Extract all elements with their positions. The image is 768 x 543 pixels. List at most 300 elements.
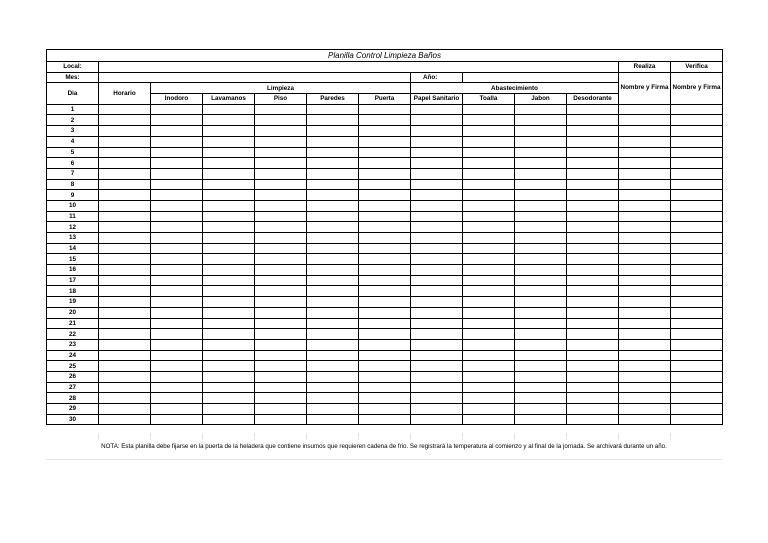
entry-cell[interactable] xyxy=(411,254,463,265)
entry-cell[interactable] xyxy=(307,168,359,179)
entry-cell[interactable] xyxy=(671,168,723,179)
entry-cell[interactable] xyxy=(619,297,671,308)
entry-cell[interactable] xyxy=(203,265,255,276)
entry-cell[interactable] xyxy=(671,243,723,254)
entry-cell[interactable] xyxy=(151,265,203,276)
entry-cell[interactable] xyxy=(151,211,203,222)
entry-cell[interactable] xyxy=(255,104,307,115)
entry-cell[interactable] xyxy=(151,371,203,382)
entry-cell[interactable] xyxy=(567,233,619,244)
entry-cell[interactable] xyxy=(359,371,411,382)
entry-cell[interactable] xyxy=(671,115,723,126)
entry-cell[interactable] xyxy=(411,136,463,147)
anio-field[interactable] xyxy=(463,72,619,83)
entry-cell[interactable] xyxy=(671,147,723,158)
entry-cell[interactable] xyxy=(255,275,307,286)
entry-cell[interactable] xyxy=(99,233,151,244)
local-field[interactable] xyxy=(99,62,619,73)
entry-cell[interactable] xyxy=(99,404,151,415)
entry-cell[interactable] xyxy=(151,115,203,126)
entry-cell[interactable] xyxy=(411,339,463,350)
entry-cell[interactable] xyxy=(411,200,463,211)
entry-cell[interactable] xyxy=(463,265,515,276)
entry-cell[interactable] xyxy=(515,382,567,393)
entry-cell[interactable] xyxy=(307,254,359,265)
entry-cell[interactable] xyxy=(567,329,619,340)
entry-cell[interactable] xyxy=(359,329,411,340)
entry-cell[interactable] xyxy=(411,393,463,404)
entry-cell[interactable] xyxy=(671,233,723,244)
entry-cell[interactable] xyxy=(515,126,567,137)
entry-cell[interactable] xyxy=(255,254,307,265)
entry-cell[interactable] xyxy=(463,361,515,372)
entry-cell[interactable] xyxy=(619,339,671,350)
entry-cell[interactable] xyxy=(463,350,515,361)
entry-cell[interactable] xyxy=(463,126,515,137)
entry-cell[interactable] xyxy=(411,179,463,190)
entry-cell[interactable] xyxy=(411,371,463,382)
entry-cell[interactable] xyxy=(359,339,411,350)
entry-cell[interactable] xyxy=(99,382,151,393)
entry-cell[interactable] xyxy=(567,243,619,254)
entry-cell[interactable] xyxy=(307,104,359,115)
entry-cell[interactable] xyxy=(99,115,151,126)
entry-cell[interactable] xyxy=(463,104,515,115)
entry-cell[interactable] xyxy=(411,350,463,361)
entry-cell[interactable] xyxy=(151,329,203,340)
entry-cell[interactable] xyxy=(463,339,515,350)
entry-cell[interactable] xyxy=(567,104,619,115)
entry-cell[interactable] xyxy=(567,115,619,126)
entry-cell[interactable] xyxy=(255,414,307,425)
entry-cell[interactable] xyxy=(203,168,255,179)
entry-cell[interactable] xyxy=(359,414,411,425)
entry-cell[interactable] xyxy=(99,179,151,190)
entry-cell[interactable] xyxy=(671,307,723,318)
entry-cell[interactable] xyxy=(99,126,151,137)
entry-cell[interactable] xyxy=(515,339,567,350)
entry-cell[interactable] xyxy=(411,211,463,222)
entry-cell[interactable] xyxy=(359,265,411,276)
entry-cell[interactable] xyxy=(307,211,359,222)
entry-cell[interactable] xyxy=(203,371,255,382)
entry-cell[interactable] xyxy=(151,222,203,233)
entry-cell[interactable] xyxy=(671,222,723,233)
entry-cell[interactable] xyxy=(463,179,515,190)
entry-cell[interactable] xyxy=(307,136,359,147)
entry-cell[interactable] xyxy=(619,393,671,404)
entry-cell[interactable] xyxy=(515,297,567,308)
entry-cell[interactable] xyxy=(99,254,151,265)
entry-cell[interactable] xyxy=(359,211,411,222)
entry-cell[interactable] xyxy=(671,404,723,415)
entry-cell[interactable] xyxy=(307,179,359,190)
entry-cell[interactable] xyxy=(255,307,307,318)
entry-cell[interactable] xyxy=(411,414,463,425)
entry-cell[interactable] xyxy=(671,275,723,286)
entry-cell[interactable] xyxy=(359,136,411,147)
entry-cell[interactable] xyxy=(99,147,151,158)
entry-cell[interactable] xyxy=(515,211,567,222)
entry-cell[interactable] xyxy=(203,329,255,340)
entry-cell[interactable] xyxy=(619,286,671,297)
entry-cell[interactable] xyxy=(359,393,411,404)
entry-cell[interactable] xyxy=(255,371,307,382)
entry-cell[interactable] xyxy=(99,393,151,404)
entry-cell[interactable] xyxy=(203,158,255,169)
entry-cell[interactable] xyxy=(515,371,567,382)
entry-cell[interactable] xyxy=(203,147,255,158)
entry-cell[interactable] xyxy=(99,414,151,425)
entry-cell[interactable] xyxy=(515,414,567,425)
entry-cell[interactable] xyxy=(567,339,619,350)
entry-cell[interactable] xyxy=(307,329,359,340)
entry-cell[interactable] xyxy=(619,361,671,372)
entry-cell[interactable] xyxy=(463,211,515,222)
entry-cell[interactable] xyxy=(151,339,203,350)
entry-cell[interactable] xyxy=(671,158,723,169)
entry-cell[interactable] xyxy=(463,200,515,211)
entry-cell[interactable] xyxy=(203,307,255,318)
entry-cell[interactable] xyxy=(203,211,255,222)
entry-cell[interactable] xyxy=(203,361,255,372)
entry-cell[interactable] xyxy=(567,382,619,393)
entry-cell[interactable] xyxy=(203,404,255,415)
entry-cell[interactable] xyxy=(307,318,359,329)
entry-cell[interactable] xyxy=(359,307,411,318)
entry-cell[interactable] xyxy=(567,275,619,286)
entry-cell[interactable] xyxy=(411,147,463,158)
entry-cell[interactable] xyxy=(99,211,151,222)
entry-cell[interactable] xyxy=(255,136,307,147)
entry-cell[interactable] xyxy=(203,339,255,350)
entry-cell[interactable] xyxy=(255,126,307,137)
entry-cell[interactable] xyxy=(515,404,567,415)
entry-cell[interactable] xyxy=(99,339,151,350)
entry-cell[interactable] xyxy=(203,136,255,147)
entry-cell[interactable] xyxy=(463,286,515,297)
entry-cell[interactable] xyxy=(359,168,411,179)
entry-cell[interactable] xyxy=(515,286,567,297)
entry-cell[interactable] xyxy=(307,222,359,233)
entry-cell[interactable] xyxy=(307,275,359,286)
entry-cell[interactable] xyxy=(99,243,151,254)
entry-cell[interactable] xyxy=(671,371,723,382)
entry-cell[interactable] xyxy=(99,168,151,179)
entry-cell[interactable] xyxy=(359,275,411,286)
entry-cell[interactable] xyxy=(619,275,671,286)
entry-cell[interactable] xyxy=(515,307,567,318)
entry-cell[interactable] xyxy=(619,233,671,244)
entry-cell[interactable] xyxy=(515,318,567,329)
entry-cell[interactable] xyxy=(255,329,307,340)
entry-cell[interactable] xyxy=(411,126,463,137)
entry-cell[interactable] xyxy=(255,318,307,329)
entry-cell[interactable] xyxy=(99,104,151,115)
entry-cell[interactable] xyxy=(307,158,359,169)
entry-cell[interactable] xyxy=(567,361,619,372)
entry-cell[interactable] xyxy=(255,393,307,404)
entry-cell[interactable] xyxy=(203,126,255,137)
entry-cell[interactable] xyxy=(359,318,411,329)
entry-cell[interactable] xyxy=(307,233,359,244)
entry-cell[interactable] xyxy=(255,168,307,179)
entry-cell[interactable] xyxy=(151,297,203,308)
entry-cell[interactable] xyxy=(411,361,463,372)
entry-cell[interactable] xyxy=(411,104,463,115)
entry-cell[interactable] xyxy=(203,200,255,211)
entry-cell[interactable] xyxy=(515,243,567,254)
entry-cell[interactable] xyxy=(359,361,411,372)
entry-cell[interactable] xyxy=(463,190,515,201)
entry-cell[interactable] xyxy=(567,286,619,297)
entry-cell[interactable] xyxy=(151,275,203,286)
entry-cell[interactable] xyxy=(151,318,203,329)
entry-cell[interactable] xyxy=(255,404,307,415)
entry-cell[interactable] xyxy=(203,393,255,404)
entry-cell[interactable] xyxy=(671,286,723,297)
entry-cell[interactable] xyxy=(411,275,463,286)
entry-cell[interactable] xyxy=(515,158,567,169)
entry-cell[interactable] xyxy=(307,414,359,425)
entry-cell[interactable] xyxy=(203,382,255,393)
entry-cell[interactable] xyxy=(619,222,671,233)
entry-cell[interactable] xyxy=(255,222,307,233)
entry-cell[interactable] xyxy=(151,243,203,254)
entry-cell[interactable] xyxy=(619,329,671,340)
entry-cell[interactable] xyxy=(151,104,203,115)
entry-cell[interactable] xyxy=(307,243,359,254)
entry-cell[interactable] xyxy=(463,393,515,404)
entry-cell[interactable] xyxy=(307,404,359,415)
entry-cell[interactable] xyxy=(567,318,619,329)
entry-cell[interactable] xyxy=(359,297,411,308)
entry-cell[interactable] xyxy=(151,382,203,393)
entry-cell[interactable] xyxy=(567,404,619,415)
entry-cell[interactable] xyxy=(567,126,619,137)
entry-cell[interactable] xyxy=(463,233,515,244)
entry-cell[interactable] xyxy=(463,275,515,286)
entry-cell[interactable] xyxy=(567,254,619,265)
entry-cell[interactable] xyxy=(99,361,151,372)
entry-cell[interactable] xyxy=(619,265,671,276)
entry-cell[interactable] xyxy=(567,307,619,318)
entry-cell[interactable] xyxy=(463,329,515,340)
entry-cell[interactable] xyxy=(515,200,567,211)
entry-cell[interactable] xyxy=(671,393,723,404)
entry-cell[interactable] xyxy=(99,371,151,382)
entry-cell[interactable] xyxy=(151,254,203,265)
entry-cell[interactable] xyxy=(463,243,515,254)
entry-cell[interactable] xyxy=(463,297,515,308)
entry-cell[interactable] xyxy=(515,190,567,201)
entry-cell[interactable] xyxy=(619,382,671,393)
entry-cell[interactable] xyxy=(151,200,203,211)
entry-cell[interactable] xyxy=(619,404,671,415)
entry-cell[interactable] xyxy=(203,414,255,425)
entry-cell[interactable] xyxy=(567,147,619,158)
entry-cell[interactable] xyxy=(359,147,411,158)
entry-cell[interactable] xyxy=(151,350,203,361)
entry-cell[interactable] xyxy=(671,254,723,265)
entry-cell[interactable] xyxy=(619,147,671,158)
entry-cell[interactable] xyxy=(619,318,671,329)
entry-cell[interactable] xyxy=(203,179,255,190)
entry-cell[interactable] xyxy=(463,168,515,179)
entry-cell[interactable] xyxy=(411,190,463,201)
entry-cell[interactable] xyxy=(307,115,359,126)
entry-cell[interactable] xyxy=(203,350,255,361)
entry-cell[interactable] xyxy=(411,286,463,297)
entry-cell[interactable] xyxy=(567,414,619,425)
entry-cell[interactable] xyxy=(515,104,567,115)
entry-cell[interactable] xyxy=(619,254,671,265)
entry-cell[interactable] xyxy=(411,168,463,179)
entry-cell[interactable] xyxy=(151,136,203,147)
entry-cell[interactable] xyxy=(307,339,359,350)
entry-cell[interactable] xyxy=(671,297,723,308)
entry-cell[interactable] xyxy=(99,329,151,340)
entry-cell[interactable] xyxy=(411,329,463,340)
entry-cell[interactable] xyxy=(203,254,255,265)
entry-cell[interactable] xyxy=(203,286,255,297)
entry-cell[interactable] xyxy=(671,211,723,222)
entry-cell[interactable] xyxy=(619,136,671,147)
entry-cell[interactable] xyxy=(411,243,463,254)
entry-cell[interactable] xyxy=(255,190,307,201)
entry-cell[interactable] xyxy=(151,190,203,201)
entry-cell[interactable] xyxy=(567,136,619,147)
entry-cell[interactable] xyxy=(411,404,463,415)
entry-cell[interactable] xyxy=(671,361,723,372)
entry-cell[interactable] xyxy=(567,200,619,211)
entry-cell[interactable] xyxy=(463,147,515,158)
entry-cell[interactable] xyxy=(411,222,463,233)
entry-cell[interactable] xyxy=(151,286,203,297)
entry-cell[interactable] xyxy=(619,371,671,382)
entry-cell[interactable] xyxy=(99,275,151,286)
entry-cell[interactable] xyxy=(411,158,463,169)
entry-cell[interactable] xyxy=(99,136,151,147)
entry-cell[interactable] xyxy=(307,265,359,276)
entry-cell[interactable] xyxy=(307,297,359,308)
entry-cell[interactable] xyxy=(255,200,307,211)
entry-cell[interactable] xyxy=(567,350,619,361)
entry-cell[interactable] xyxy=(151,307,203,318)
entry-cell[interactable] xyxy=(671,382,723,393)
entry-cell[interactable] xyxy=(99,265,151,276)
entry-cell[interactable] xyxy=(463,318,515,329)
entry-cell[interactable] xyxy=(307,190,359,201)
entry-cell[interactable] xyxy=(359,404,411,415)
entry-cell[interactable] xyxy=(411,307,463,318)
entry-cell[interactable] xyxy=(99,200,151,211)
entry-cell[interactable] xyxy=(671,179,723,190)
entry-cell[interactable] xyxy=(307,126,359,137)
entry-cell[interactable] xyxy=(515,265,567,276)
entry-cell[interactable] xyxy=(463,222,515,233)
entry-cell[interactable] xyxy=(671,339,723,350)
entry-cell[interactable] xyxy=(151,158,203,169)
entry-cell[interactable] xyxy=(515,168,567,179)
entry-cell[interactable] xyxy=(515,179,567,190)
entry-cell[interactable] xyxy=(203,275,255,286)
entry-cell[interactable] xyxy=(567,158,619,169)
mes-field[interactable] xyxy=(99,72,411,83)
entry-cell[interactable] xyxy=(463,158,515,169)
entry-cell[interactable] xyxy=(463,382,515,393)
entry-cell[interactable] xyxy=(255,233,307,244)
entry-cell[interactable] xyxy=(255,147,307,158)
entry-cell[interactable] xyxy=(307,382,359,393)
entry-cell[interactable] xyxy=(359,222,411,233)
entry-cell[interactable] xyxy=(151,179,203,190)
entry-cell[interactable] xyxy=(359,179,411,190)
entry-cell[interactable] xyxy=(619,307,671,318)
entry-cell[interactable] xyxy=(359,126,411,137)
entry-cell[interactable] xyxy=(411,233,463,244)
entry-cell[interactable] xyxy=(671,414,723,425)
entry-cell[interactable] xyxy=(99,190,151,201)
entry-cell[interactable] xyxy=(515,254,567,265)
entry-cell[interactable] xyxy=(203,104,255,115)
entry-cell[interactable] xyxy=(463,414,515,425)
entry-cell[interactable] xyxy=(307,147,359,158)
entry-cell[interactable] xyxy=(411,318,463,329)
entry-cell[interactable] xyxy=(671,200,723,211)
entry-cell[interactable] xyxy=(203,190,255,201)
entry-cell[interactable] xyxy=(567,393,619,404)
entry-cell[interactable] xyxy=(307,350,359,361)
entry-cell[interactable] xyxy=(307,286,359,297)
entry-cell[interactable] xyxy=(515,329,567,340)
entry-cell[interactable] xyxy=(307,371,359,382)
entry-cell[interactable] xyxy=(203,243,255,254)
entry-cell[interactable] xyxy=(411,297,463,308)
entry-cell[interactable] xyxy=(359,158,411,169)
entry-cell[interactable] xyxy=(99,307,151,318)
entry-cell[interactable] xyxy=(463,404,515,415)
entry-cell[interactable] xyxy=(359,115,411,126)
entry-cell[interactable] xyxy=(515,361,567,372)
entry-cell[interactable] xyxy=(671,126,723,137)
entry-cell[interactable] xyxy=(151,414,203,425)
entry-cell[interactable] xyxy=(307,393,359,404)
entry-cell[interactable] xyxy=(619,115,671,126)
entry-cell[interactable] xyxy=(567,190,619,201)
entry-cell[interactable] xyxy=(515,233,567,244)
entry-cell[interactable] xyxy=(255,115,307,126)
entry-cell[interactable] xyxy=(567,211,619,222)
entry-cell[interactable] xyxy=(619,190,671,201)
entry-cell[interactable] xyxy=(619,414,671,425)
entry-cell[interactable] xyxy=(203,297,255,308)
entry-cell[interactable] xyxy=(619,126,671,137)
entry-cell[interactable] xyxy=(567,297,619,308)
entry-cell[interactable] xyxy=(203,222,255,233)
entry-cell[interactable] xyxy=(151,361,203,372)
entry-cell[interactable] xyxy=(671,265,723,276)
entry-cell[interactable] xyxy=(463,371,515,382)
entry-cell[interactable] xyxy=(307,361,359,372)
entry-cell[interactable] xyxy=(151,168,203,179)
entry-cell[interactable] xyxy=(359,190,411,201)
entry-cell[interactable] xyxy=(567,179,619,190)
entry-cell[interactable] xyxy=(619,211,671,222)
entry-cell[interactable] xyxy=(255,243,307,254)
entry-cell[interactable] xyxy=(359,233,411,244)
entry-cell[interactable] xyxy=(203,115,255,126)
